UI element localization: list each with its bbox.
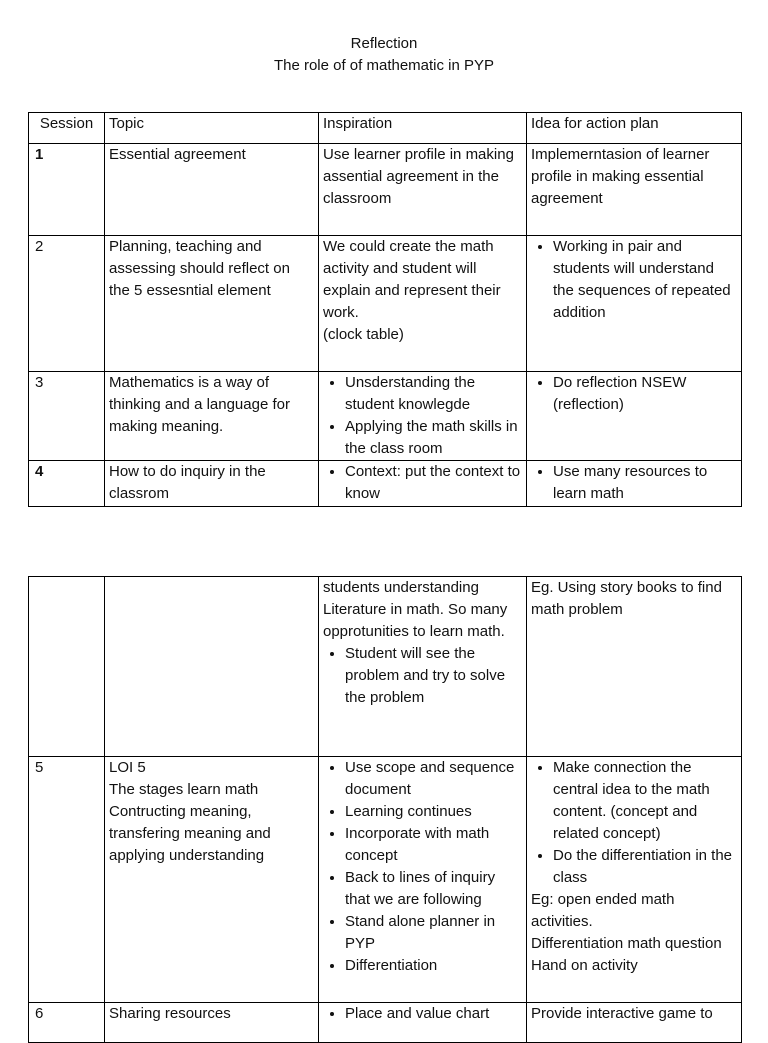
action-bullet: • Do reflection NSEW (reflection) <box>553 372 737 416</box>
action-text: Hand on activity <box>531 957 638 974</box>
inspiration-bullet: • Learning continues <box>345 801 522 823</box>
action-plan-cell <box>527 577 742 757</box>
table-row <box>29 372 742 461</box>
action-plan-cell <box>527 1003 742 1043</box>
table-row <box>29 1003 742 1043</box>
table-row <box>29 577 742 757</box>
action-bullet: • Use many resources to learn math <box>553 461 737 505</box>
topic-text: Mathematics is a way of thinking and a language for making meaning. <box>109 374 290 435</box>
topic-cell <box>105 372 319 461</box>
session-cell: 1 <box>29 144 105 236</box>
table-row <box>29 144 742 236</box>
action-text: Provide interactive game to <box>531 1005 713 1022</box>
topic-text: Sharing resources <box>109 1005 231 1022</box>
action-plan-cell <box>527 236 742 372</box>
topic-text: How to do inquiry in the classrom <box>109 463 266 502</box>
inspiration-text: We could create the math activity and student will explain and represent their work. <box>323 238 501 321</box>
inspiration-bullet: • Back to lines of inquiry that we are following <box>345 867 522 911</box>
inspiration-cell <box>319 144 527 236</box>
action-list <box>531 757 737 889</box>
action-text: Implemerntasion of learner profile in making essential agreement <box>531 146 710 207</box>
session-cell: 5 <box>29 757 105 1003</box>
action-plan-cell <box>527 461 742 507</box>
inspiration-bullet: • Stand alone planner in PYP <box>345 911 522 955</box>
action-list <box>531 372 737 416</box>
inspiration-cell <box>319 236 527 372</box>
topic-cell <box>105 144 319 236</box>
inspiration-list <box>323 1003 522 1025</box>
inspiration-cell <box>319 577 527 757</box>
topic-cell <box>105 1003 319 1043</box>
action-plan-cell <box>527 757 742 1003</box>
inspiration-bullet: • Place and value chart <box>345 1003 522 1025</box>
inspiration-bullet: • Use scope and sequence document <box>345 757 522 801</box>
inspiration-bullet: • Differentiation <box>345 955 522 977</box>
action-bullet: • Do the differentiation in the class <box>553 845 737 889</box>
session-cell: 2 <box>29 236 105 372</box>
action-bullet: • Make connection the central idea to the math content. (concept and related concept) <box>553 757 737 845</box>
document-title: Reflection <box>350 35 418 52</box>
inspiration-list <box>323 643 522 709</box>
action-plan-cell <box>527 372 742 461</box>
topic-text: LOI 5 <box>109 759 146 776</box>
inspiration-bullet: • Unsderstanding the student knowlegde <box>345 372 522 416</box>
inspiration-list <box>323 757 522 977</box>
inspiration-cell <box>319 1003 527 1043</box>
header-inspiration: Inspiration <box>319 113 527 144</box>
table-row <box>29 461 742 507</box>
session-cell: 4 <box>29 461 105 507</box>
topic-cell <box>105 577 319 757</box>
header-action-plan: Idea for action plan <box>527 113 742 144</box>
inspiration-text: Use learner profile in making assential agreement in the classroom <box>323 146 514 207</box>
header-topic: Topic <box>105 113 319 144</box>
action-text: Eg: open ended math activities. <box>531 891 675 930</box>
topic-cell <box>105 461 319 507</box>
inspiration-cell <box>319 757 527 1003</box>
inspiration-cell <box>319 461 527 507</box>
session-cell: 3 <box>29 372 105 461</box>
document-title-block <box>0 33 768 77</box>
topic-text: Essential agreement <box>109 146 246 163</box>
header-session: Session <box>29 113 105 144</box>
topic-cell <box>105 757 319 1003</box>
session-cell: 6 <box>29 1003 105 1043</box>
action-list <box>531 236 737 324</box>
table-row <box>29 757 742 1003</box>
action-bullet: • Working in pair and students will understand the sequences of repeated addition <box>553 236 737 324</box>
reflection-table-2 <box>28 576 742 1043</box>
inspiration-bullet: • Context: put the context to know <box>345 461 522 505</box>
document-subtitle: The role of of mathematic in PYP <box>273 57 495 74</box>
inspiration-list <box>323 461 522 505</box>
inspiration-bullet: • Student will see the problem and try to solve the problem <box>345 643 522 709</box>
topic-cell <box>105 236 319 372</box>
session-cell <box>29 577 105 757</box>
action-plan-cell <box>527 144 742 236</box>
inspiration-list <box>323 372 522 460</box>
inspiration-bullet: • Applying the math skills in the class room <box>345 416 522 460</box>
action-list <box>531 461 737 505</box>
topic-text: The stages learn math <box>109 781 259 798</box>
reflection-table-1 <box>28 112 742 507</box>
inspiration-text: (clock table) <box>323 326 404 343</box>
action-text: Differentiation math question <box>531 935 722 952</box>
inspiration-cell <box>319 372 527 461</box>
action-text: Eg. Using story books to find math problem <box>531 579 722 618</box>
inspiration-text: students understanding Literature in math. So many opprotunities to learn math. <box>323 579 508 640</box>
table-row <box>29 236 742 372</box>
topic-text: Contructing meaning, transfering meaning and applying understanding <box>109 803 271 864</box>
inspiration-bullet: • Incorporate with math concept <box>345 823 522 867</box>
table-header-row <box>29 113 742 144</box>
topic-text: Planning, teaching and assessing should reflect on the 5 essesntial element <box>109 238 290 299</box>
